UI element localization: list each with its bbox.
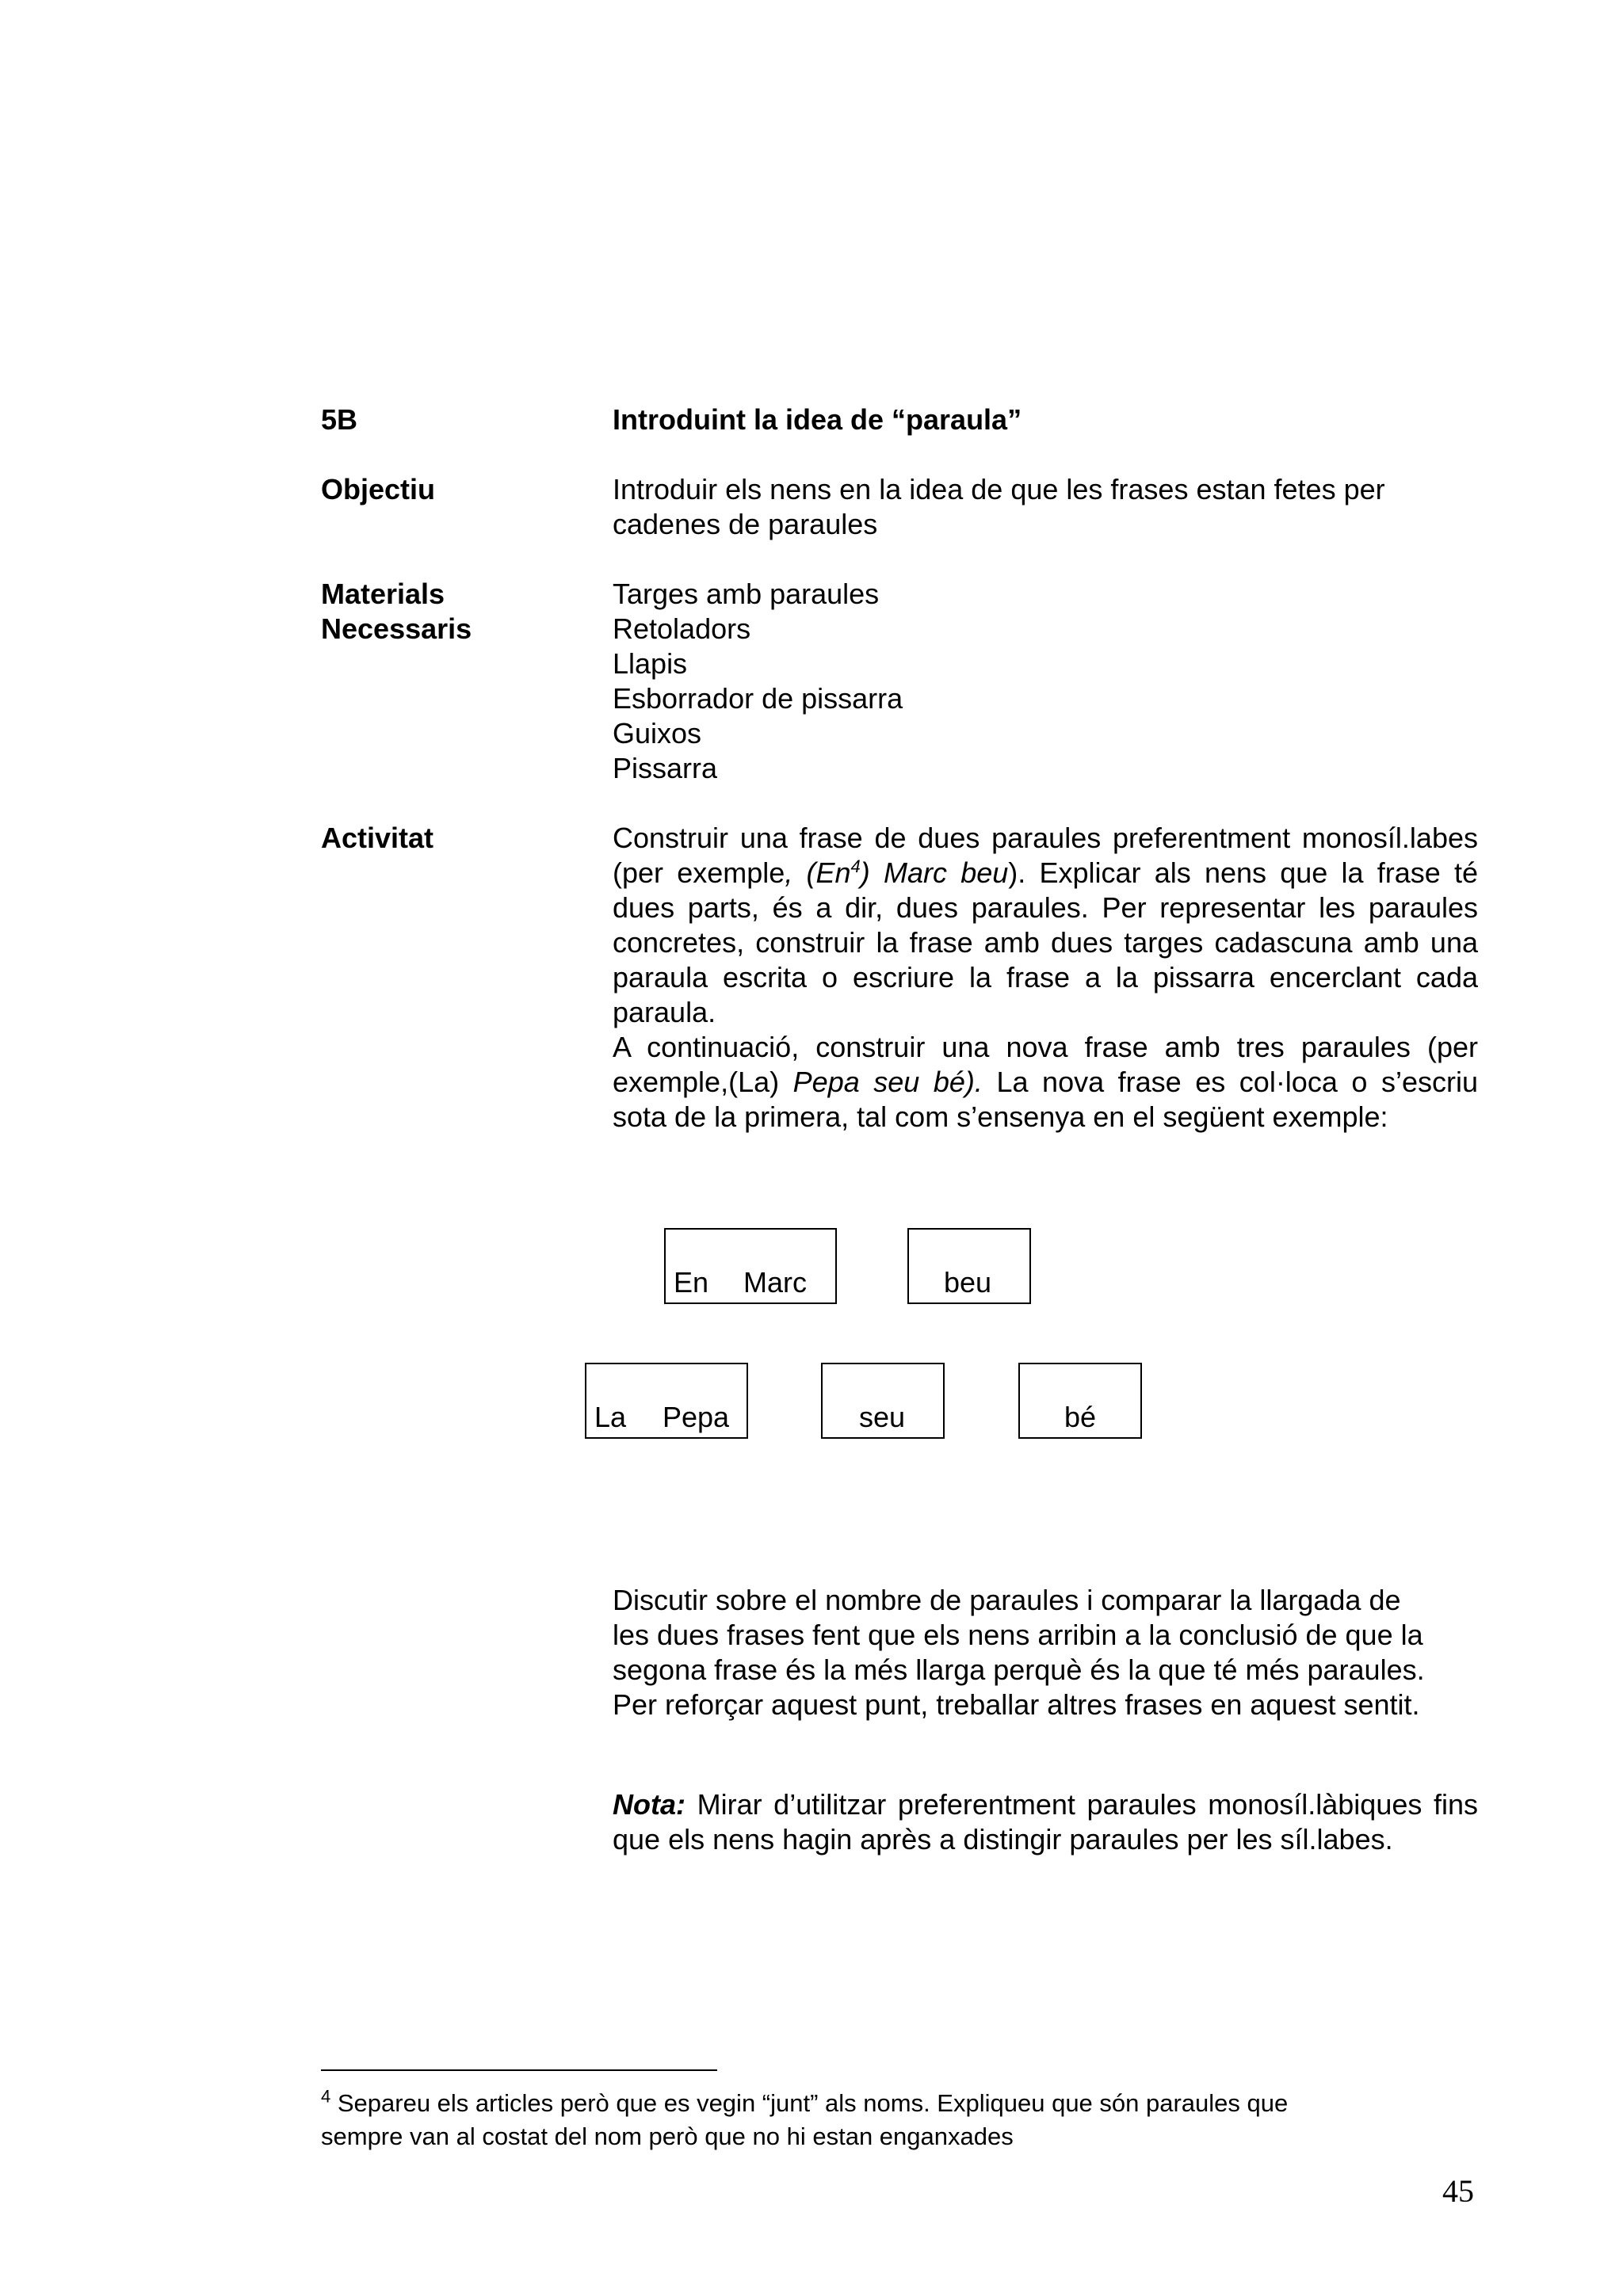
word-card-word: bé	[1064, 1401, 1097, 1433]
objectiu-line: cadenes de paraules	[613, 508, 878, 540]
activitat-label: Activitat	[321, 822, 434, 854]
footnote-ref: 4	[850, 856, 861, 876]
section-title: Introduint la idea de “paraula”	[613, 403, 1022, 436]
materials-item: Retoladors	[613, 612, 751, 645]
footnote-number: 4	[321, 2086, 331, 2107]
materials-list	[613, 577, 1478, 786]
materials-item: Pissarra	[613, 752, 718, 784]
discussion-line: les dues frases fent que els nens arribin a la conclusió de que la	[613, 1619, 1423, 1651]
word-card-article: La	[594, 1401, 627, 1433]
word-card-word: Pepa	[663, 1401, 730, 1433]
discussion-line: segona frase és la més llarga perquè és la que té més paraules.	[613, 1653, 1425, 1686]
materials-item: Llapis	[613, 647, 688, 680]
objectiu-line: Introduir els nens en la idea de que les frases estan fetes per	[613, 473, 1385, 505]
word-card-beu	[907, 1228, 1031, 1304]
materials-item: Guixos	[613, 717, 702, 749]
discussion-line: Discutir sobre el nombre de paraules i comparar la llargada de	[613, 1584, 1401, 1616]
section-code: 5B	[321, 403, 358, 436]
word-card-article: En	[674, 1266, 709, 1299]
word-card-en-marc	[664, 1228, 837, 1304]
materials-label-line1: Materials	[321, 578, 445, 610]
word-card-la-pepa	[585, 1363, 748, 1439]
activitat-paragraph-1	[613, 821, 1478, 1030]
discussion-line: Per reforçar aquest punt, treballar altres frases en aquest sentit.	[613, 1688, 1420, 1721]
activitat-p1-text: Construir una frase de dues paraules preferentment monosíl.labes (per exemple	[613, 822, 1478, 889]
word-card-be	[1018, 1363, 1142, 1439]
footnote-separator	[321, 2069, 717, 2071]
nota-text	[613, 1787, 1478, 1857]
materials-item: Esborrador de pissarra	[613, 682, 903, 715]
objectiu-label: Objectiu	[321, 473, 436, 505]
activitat-paragraph-2: A continuació, construir una nova frase amb tres paraules (per exemple,(La) Pepa seu bé). La nova frase es col·loca o s’escriu sota de la primera, tal com s’ensenya en el següent exemple:	[613, 1031, 1478, 1133]
nota-body: Mirar d’utilitzar preferentment paraules monosíl.làbiques fins que els nens hagin après a distingir paraules per les síl.labes.	[613, 1788, 1478, 1855]
activitat-text	[613, 821, 1478, 1135]
objectiu-text	[613, 472, 1478, 542]
word-card-word: seu	[859, 1401, 906, 1433]
materials-label-line2: Necessaris	[321, 612, 472, 645]
activitat-p1-example-start: , (En$^4$) Marc beu	[785, 856, 1009, 889]
activitat-p1-rest: ). Explicar als nens que la frase té dues parts, és a dir, dues paraules. Per representar les paraules concretes, construir la frase amb dues targes cadascuna amb una paraula escrita o escriure la frase a la pissarra encerclant cada paraula.	[613, 856, 1479, 1028]
materials-item: Targes amb paraules	[613, 578, 880, 610]
word-card-word: Marc	[743, 1266, 807, 1299]
materials-label	[321, 577, 472, 646]
nota-label: Nota:	[613, 1788, 685, 1821]
footnote	[321, 2087, 1478, 2153]
footnote-line1: $^4$ Separeu els articles però que es vegin “junt” als noms. Expliqueu que són paraules que	[321, 2086, 1289, 2117]
page-number: 45	[1442, 2173, 1474, 2209]
activitat-p2-example: Pepa seu bé).	[792, 1066, 983, 1098]
footnote-line2: sempre van al costat del nom però que no hi estan enganxades	[321, 2122, 1014, 2150]
discussion-text	[613, 1583, 1478, 1722]
word-card-word: beu	[944, 1266, 992, 1299]
word-card-seu	[821, 1363, 945, 1439]
